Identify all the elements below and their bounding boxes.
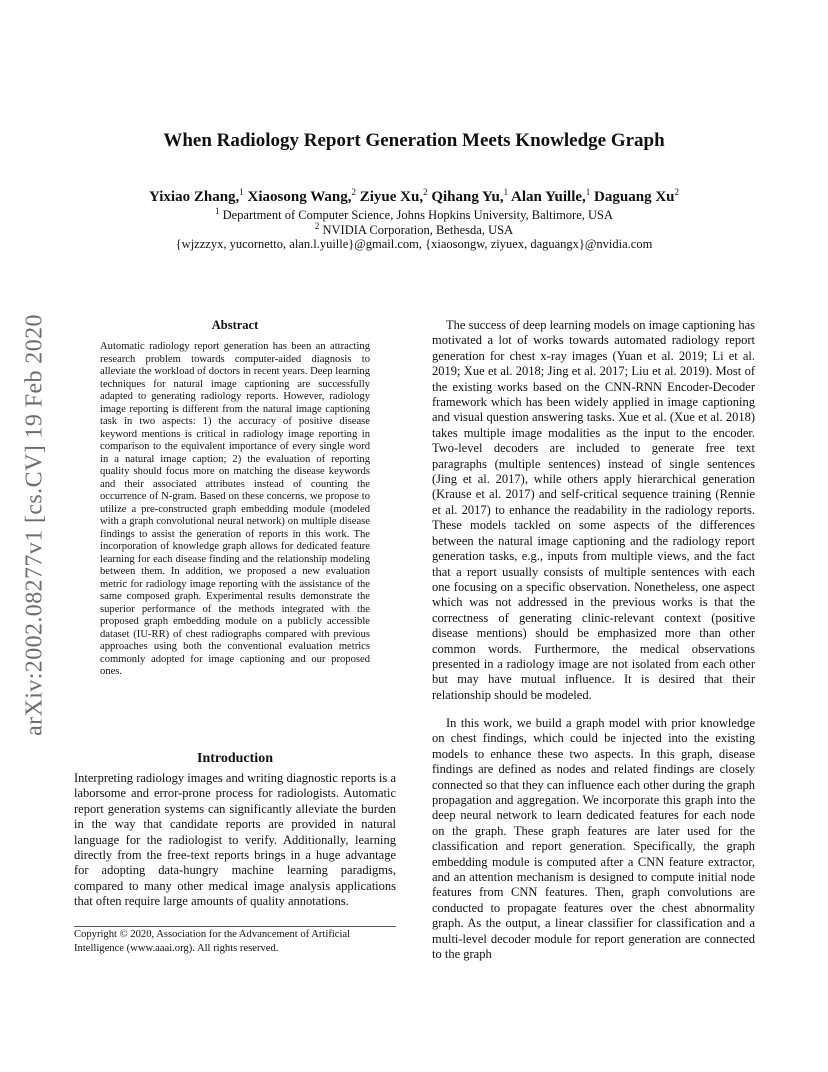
introduction-paragraph: Interpreting radiology images and writing diagnostic reports is a laborsome and error-prone process for radiologists. Automatic report generation systems can significantly alleviate the burden in the way that candidate reports are provided in natural language for the radiologist to verify. Additionally, learning directly from the free-text reports brings in a huge advantage for adopting data-hungry machine learning paradigms, compared to many other medical image analysis applications that often require large amounts of quality annotations.	[74, 771, 396, 909]
arxiv-identifier-text: arXiv:2002.08277v1 [cs.CV] 19 Feb 2020	[21, 314, 48, 736]
copyright-footnote: Copyright © 2020, Association for the Advancement of Artificial Intelligence (www.aaai.org). All rights reserved.	[74, 929, 351, 954]
abstract-heading: Abstract	[211, 318, 259, 332]
affiliation-2	[0, 221, 828, 238]
author-affiliation-mark: 1	[585, 187, 591, 197]
introduction-heading: Introduction	[197, 751, 273, 766]
right-column-paragraph-1: The success of deep learning models on image captioning has motivated a lot of works towards automated radiology report generation for chest x-ray images (Yuan et al. 2019; Li et al. 2019; Xue et al. 2018; Jing et al. 2017; Liu et al. 2019). Most of the existing works based on the CNN-RNN Encoder-Decoder framework which has been widely applied in image captioning and visual question answering tasks. Xue et al. (Xue et al. 2018) takes multiple image modalities as the input to the encoder. Two-level decoders are included to generate free text paragraphs (multiple sentences) instead of single sentences (Jing et al. 2017), while others apply hierarchical generation (Krause et al. 2017) and self-critical sequence training (Rennie et al. 2017) to enhance the readability in the radiology reports. These models tackled on some aspects of the differences between the natural image captioning and the radiology report generation tasks, e.g., inputs from multiple views, and the fact that a report usually consists of multiple sentences with each one focusing on a specific observation. Nonetheless, one aspect which was not addressed in the previous works is that the correctness of generating clinic-relevant context (positive disease mentions) should be emphasized more than other common words. Furthermore, the medical observations presented in a radiology image are not isolated from each other but may have mutual influence. It is desired that their relationship should be modeled.	[432, 318, 755, 702]
author-affiliation-mark: 2	[674, 187, 679, 197]
author-name: Qihang Yu,	[431, 189, 504, 205]
affiliation-mark: 1	[214, 206, 220, 216]
affiliation-mark: 2	[314, 221, 320, 231]
author-name: Ziyue Xu,	[359, 189, 424, 205]
right-column-paragraph-2: In this work, we build a graph model with prior knowledge on chest findings, which could be injected into the existing models to enhance these two aspects. In this graph, disease findings are defined as nodes and related findings are closely connected so that they can influence each other during the graph propagation and aggregation. We incorporate this graph into the deep neural network to learn dedicated features for each node on the graph. These graph features are later used for the classification and report generation. Specifically, the graph embedding module is computed after a CNN feature extractor, and an attention mechanism is designed to compute initial node features from CNN features. Then, graph convolutions are conducted to propagate features over the chest abnormality graph. As the output, a linear classifier for classification and a multi-level decoder module for report generation are connected to the graph	[432, 716, 755, 962]
author-affiliation-mark: 1	[239, 187, 244, 197]
author-affiliation-mark: 1	[503, 187, 509, 197]
affiliation-text: NVIDIA Corporation, Bethesda, USA	[322, 223, 514, 238]
author-emails: {wjzzzyx, yucornetto, alan.l.yuille}@gmail.com, {xiaosongw, ziyuex, daguangx}@nvidia.com	[175, 237, 653, 251]
affiliation-text: Department of Computer Science, Johns Hopkins University, Baltimore, USA	[222, 208, 614, 223]
author-name: Xiaosong Wang,	[247, 189, 352, 205]
abstract-body: Automatic radiology report generation has been an attracting research problem towards computer-aided diagnosis to alleviate the workload of doctors in recent years. Deep learning techniques for natural image captioning are successfully adapted to generating radiology reports. However, radiology image reporting is different from the natural image captioning task in two aspects: 1) the accuracy of positive disease keyword mentions is critical in radiology image reporting in comparison to the equivalent importance of every single word in a natural image caption; 2) the evaluation of reporting quality should focus more on matching the disease keywords and their associated attributes instead of counting the occurrence of N-gram. Based on these concerns, we propose to utilize a pre-constructed graph embedding module (modeled with a graph convolutional neural network) on multiple disease findings to assist the generation of reports in this work. The incorporation of knowledge graph allows for dedicated feature learning for each disease finding and the relationship modeling between them. In addition, we proposed a new evaluation metric for radiology image reporting with the assistance of the same composed graph. Experimental results demonstrate the superior performance of the methods integrated with the proposed graph embedding module on a publicly accessible dataset (IU-RR) of chest radiographs compared with previous approaches using both the conventional evaluation metrics commonly adopted for image captioning and our proposed ones.	[100, 341, 370, 677]
author-affiliation-mark: 2	[423, 187, 428, 197]
footnote-divider	[74, 926, 396, 927]
author-name: Alan Yuille,	[511, 189, 586, 205]
author-list	[0, 187, 828, 206]
author-name: Daguang Xu	[594, 189, 675, 205]
author-affiliation-mark: 2	[351, 187, 356, 197]
author-name: Yixiao Zhang,	[148, 189, 240, 205]
arxiv-identifier	[22, 290, 48, 760]
paper-title: When Radiology Report Generation Meets Knowledge Graph	[163, 130, 665, 151]
